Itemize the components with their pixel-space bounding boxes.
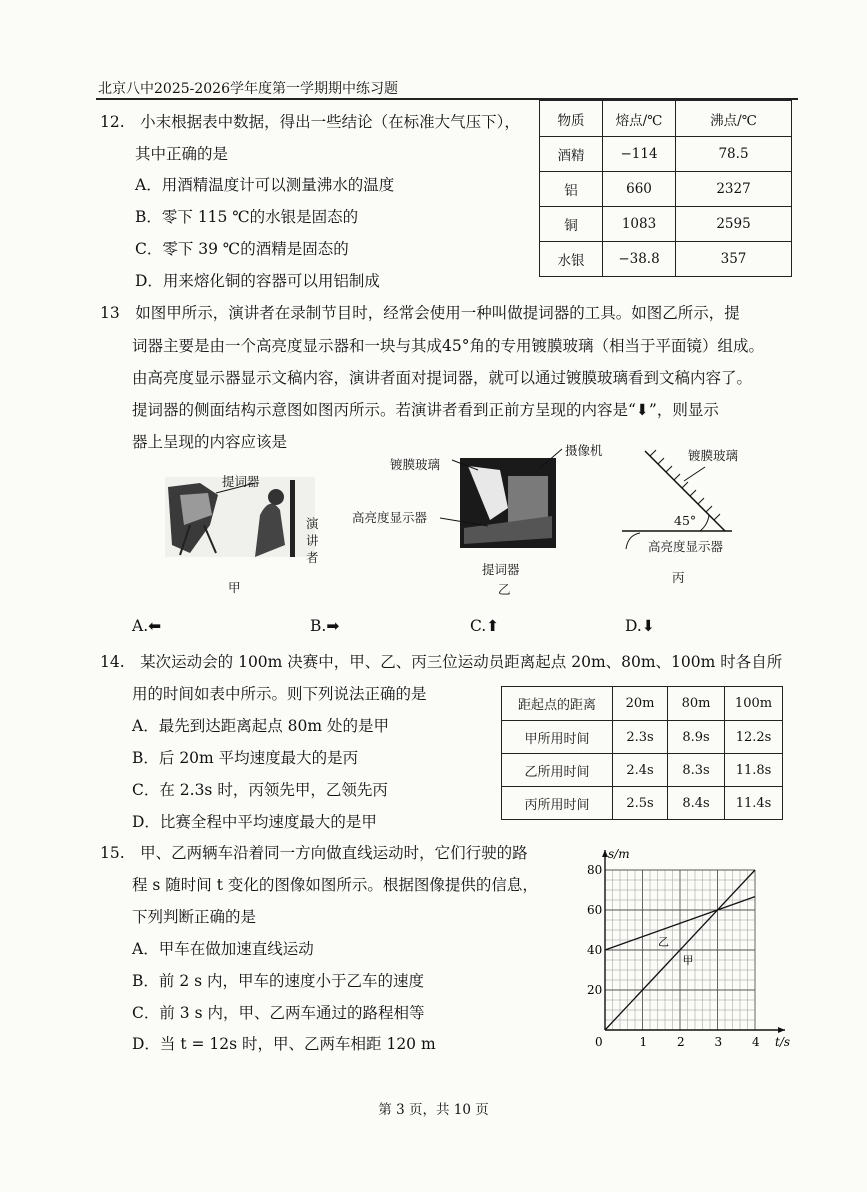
table-cell: 660 (603, 172, 676, 207)
table-cell: 20m (613, 687, 668, 721)
chart-labels (587, 847, 790, 1049)
q15-stem-line2: 程 s 随时间 t 变化的图像如图所示。根据图像提供的信息， (132, 876, 538, 894)
q13-line1: 13 如图甲所示，演讲者在录制节目时，经常会使用一种叫做提词器的工具。如图乙所示，提 (100, 304, 740, 322)
table-cell: 1083 (603, 207, 676, 242)
option-letter: B. (310, 617, 327, 635)
q12-option-c: C．零下 39 ℃的酒精是固态的 (135, 240, 349, 258)
q14-stem-line2: 用的时间如表中所示。则下列说法正确的是 (132, 685, 427, 703)
table-cell: 11.4s (725, 787, 783, 820)
x-axis-arrow (778, 1027, 785, 1033)
q12-stem-line2: 其中正确的是 (135, 145, 229, 163)
y-tick-label: 60 (587, 903, 603, 917)
q13-line5: 器上呈现的内容应该是 (132, 433, 288, 451)
x-tick-label: 1 (639, 1035, 648, 1049)
q15-stem-line1: 15. 甲、乙两辆车沿着同一方向做直线运动时，它们行驶的路 (100, 844, 528, 862)
q12-th-boiling: 沸点/℃ (676, 101, 792, 137)
table-cell: 2327 (676, 172, 792, 207)
fig-yi-caption2: 乙 (498, 582, 511, 597)
arrow-left-icon: ⬅ (148, 617, 162, 635)
q12-th-melting: 熔点/℃ (603, 101, 676, 137)
q13-line3: 由高亮度显示器显示文稿内容，演讲者面对提词器，就可以通过镀膜玻璃看到文稿内容了。 (132, 369, 753, 387)
table-cell: 距起点的距离 (502, 687, 613, 721)
q14-option-c: C．在 2.3s 时，丙领先甲，乙领先丙 (132, 781, 388, 799)
q14-stem-line1: 14. 某次运动会的 100m 决赛中，甲、乙、丙三位运动员距离起点 20m、80m、100m 时各自所 (100, 653, 783, 671)
x-axis-label: t/s (775, 1035, 791, 1049)
arrow-right-icon: ➡ (326, 617, 340, 635)
q12-melting-table (539, 100, 792, 277)
option-letter: A. (132, 617, 149, 635)
table-cell: 2.3s (613, 721, 668, 754)
q12-stem-line1: 12. 小末根据表中数据，得出一些结论（在标准大气压下）， (100, 113, 520, 131)
table-cell: 甲所用时间 (502, 721, 613, 754)
table-cell: 酒精 (540, 137, 603, 172)
table-cell: 100m (725, 687, 783, 721)
arrow-down-icon: ⬇ (641, 617, 655, 635)
q13-option-c (470, 617, 499, 635)
q12-option-a: A．用酒精温度计可以测量沸水的温度 (135, 176, 395, 194)
fig-bing-angle-label: 45° (674, 513, 697, 528)
q15-stem-line3: 下列判断正确的是 (132, 908, 257, 926)
q14-option-d: D．比赛全程中平均速度最大的是甲 (132, 813, 377, 831)
q14-option-a: A．最先到达距离起点 80m 处的是甲 (132, 717, 389, 735)
table-cell: 357 (676, 242, 792, 277)
table-cell: 80m (668, 687, 725, 721)
table-cell: 2.5s (613, 787, 668, 820)
speaker-char: 演 (306, 516, 319, 531)
x-tick-label: 0 (595, 1035, 603, 1049)
fig-bing-glass-label: 镀膜玻璃 (688, 448, 739, 463)
table-cell: 8.4s (668, 787, 725, 820)
fig-yi-display-label: 高亮度显示器 (352, 510, 428, 525)
option-letter: C. (470, 617, 487, 635)
series-label: 甲 (682, 954, 694, 967)
table-cell: 水银 (540, 242, 603, 277)
table-cell: 8.3s (668, 754, 725, 787)
q13-option-a (132, 617, 161, 635)
series-label: 乙 (658, 935, 669, 949)
q15-option-b: B．前 2 s 内，甲车的速度小于乙车的速度 (132, 972, 424, 990)
option-letter: D. (625, 617, 642, 635)
table-cell: 铜 (540, 207, 603, 242)
fig-yi-leader-lines (440, 446, 570, 536)
table-cell: 78.5 (676, 137, 792, 172)
q15-option-d: D．当 t = 12s 时，甲、乙两车相距 120 m (132, 1035, 436, 1053)
q13-line4: 提词器的侧面结构示意图如图丙所示。若演讲者看到正前方呈现的内容是“⬇”，则显示 (132, 401, 719, 419)
y-tick-label: 40 (587, 943, 603, 957)
y-tick-label: 20 (587, 983, 603, 997)
q12-th-substance: 物质 (540, 101, 603, 137)
q15-option-a: A．甲车在做加速直线运动 (132, 940, 314, 958)
q14-time-table (501, 686, 783, 820)
fig-yi-caption1: 提词器 (482, 562, 520, 577)
fig-bing-display-label: 高亮度显示器 (648, 539, 724, 554)
table-cell: 铝 (540, 172, 603, 207)
table-cell: 乙所用时间 (502, 754, 613, 787)
speaker-char: 讲 (306, 533, 319, 548)
table-cell: 2.4s (613, 754, 668, 787)
y-axis-label: s/m (608, 847, 630, 861)
fig-jia-tiqiqi-label: 提词器 (222, 474, 260, 489)
q13-line2: 词器主要是由一个高亮度显示器和一块与其成45°角的专用镀膜玻璃（相当于平面镜）组成。 (132, 337, 764, 355)
q15-option-c: C．前 3 s 内，甲、乙两车通过的路程相等 (132, 1004, 425, 1022)
table-cell: −114 (603, 137, 676, 172)
table-cell: 2595 (676, 207, 792, 242)
y-tick-label: 80 (587, 863, 603, 877)
q15-st-chart (575, 840, 805, 1055)
q13-option-d (625, 617, 655, 635)
fig-bing-caption: 丙 (672, 570, 685, 585)
fig-jia-speaker-label (306, 515, 320, 566)
table-cell: 丙所用时间 (502, 787, 613, 820)
q13-option-b (310, 617, 339, 635)
table-cell: 12.2s (725, 721, 783, 754)
x-tick-label: 4 (752, 1035, 760, 1049)
table-cell: 11.8s (725, 754, 783, 787)
q14-option-b: B．后 20m 平均速度最大的是丙 (132, 749, 359, 767)
x-tick-label: 2 (677, 1035, 685, 1049)
arrow-up-icon: ⬆ (486, 617, 500, 635)
table-cell: 8.9s (668, 721, 725, 754)
fig-jia-caption: 甲 (228, 580, 241, 595)
speaker-char: 者 (306, 550, 319, 565)
q12-option-d: D．用来熔化铜的容器可以用铝制成 (135, 272, 380, 290)
fig-yi-camera-label: 摄像机 (565, 443, 603, 458)
exam-header: 北京八中2025-2026学年度第一学期期中练习题 (98, 81, 398, 97)
q12-option-b: B．零下 115 ℃的水银是固态的 (135, 208, 359, 226)
table-cell: −38.8 (603, 242, 676, 277)
x-tick-label: 3 (714, 1035, 723, 1049)
page-footer: 第 3 页，共 10 页 (378, 1102, 489, 1118)
fig-yi-glass-label: 镀膜玻璃 (390, 457, 441, 472)
